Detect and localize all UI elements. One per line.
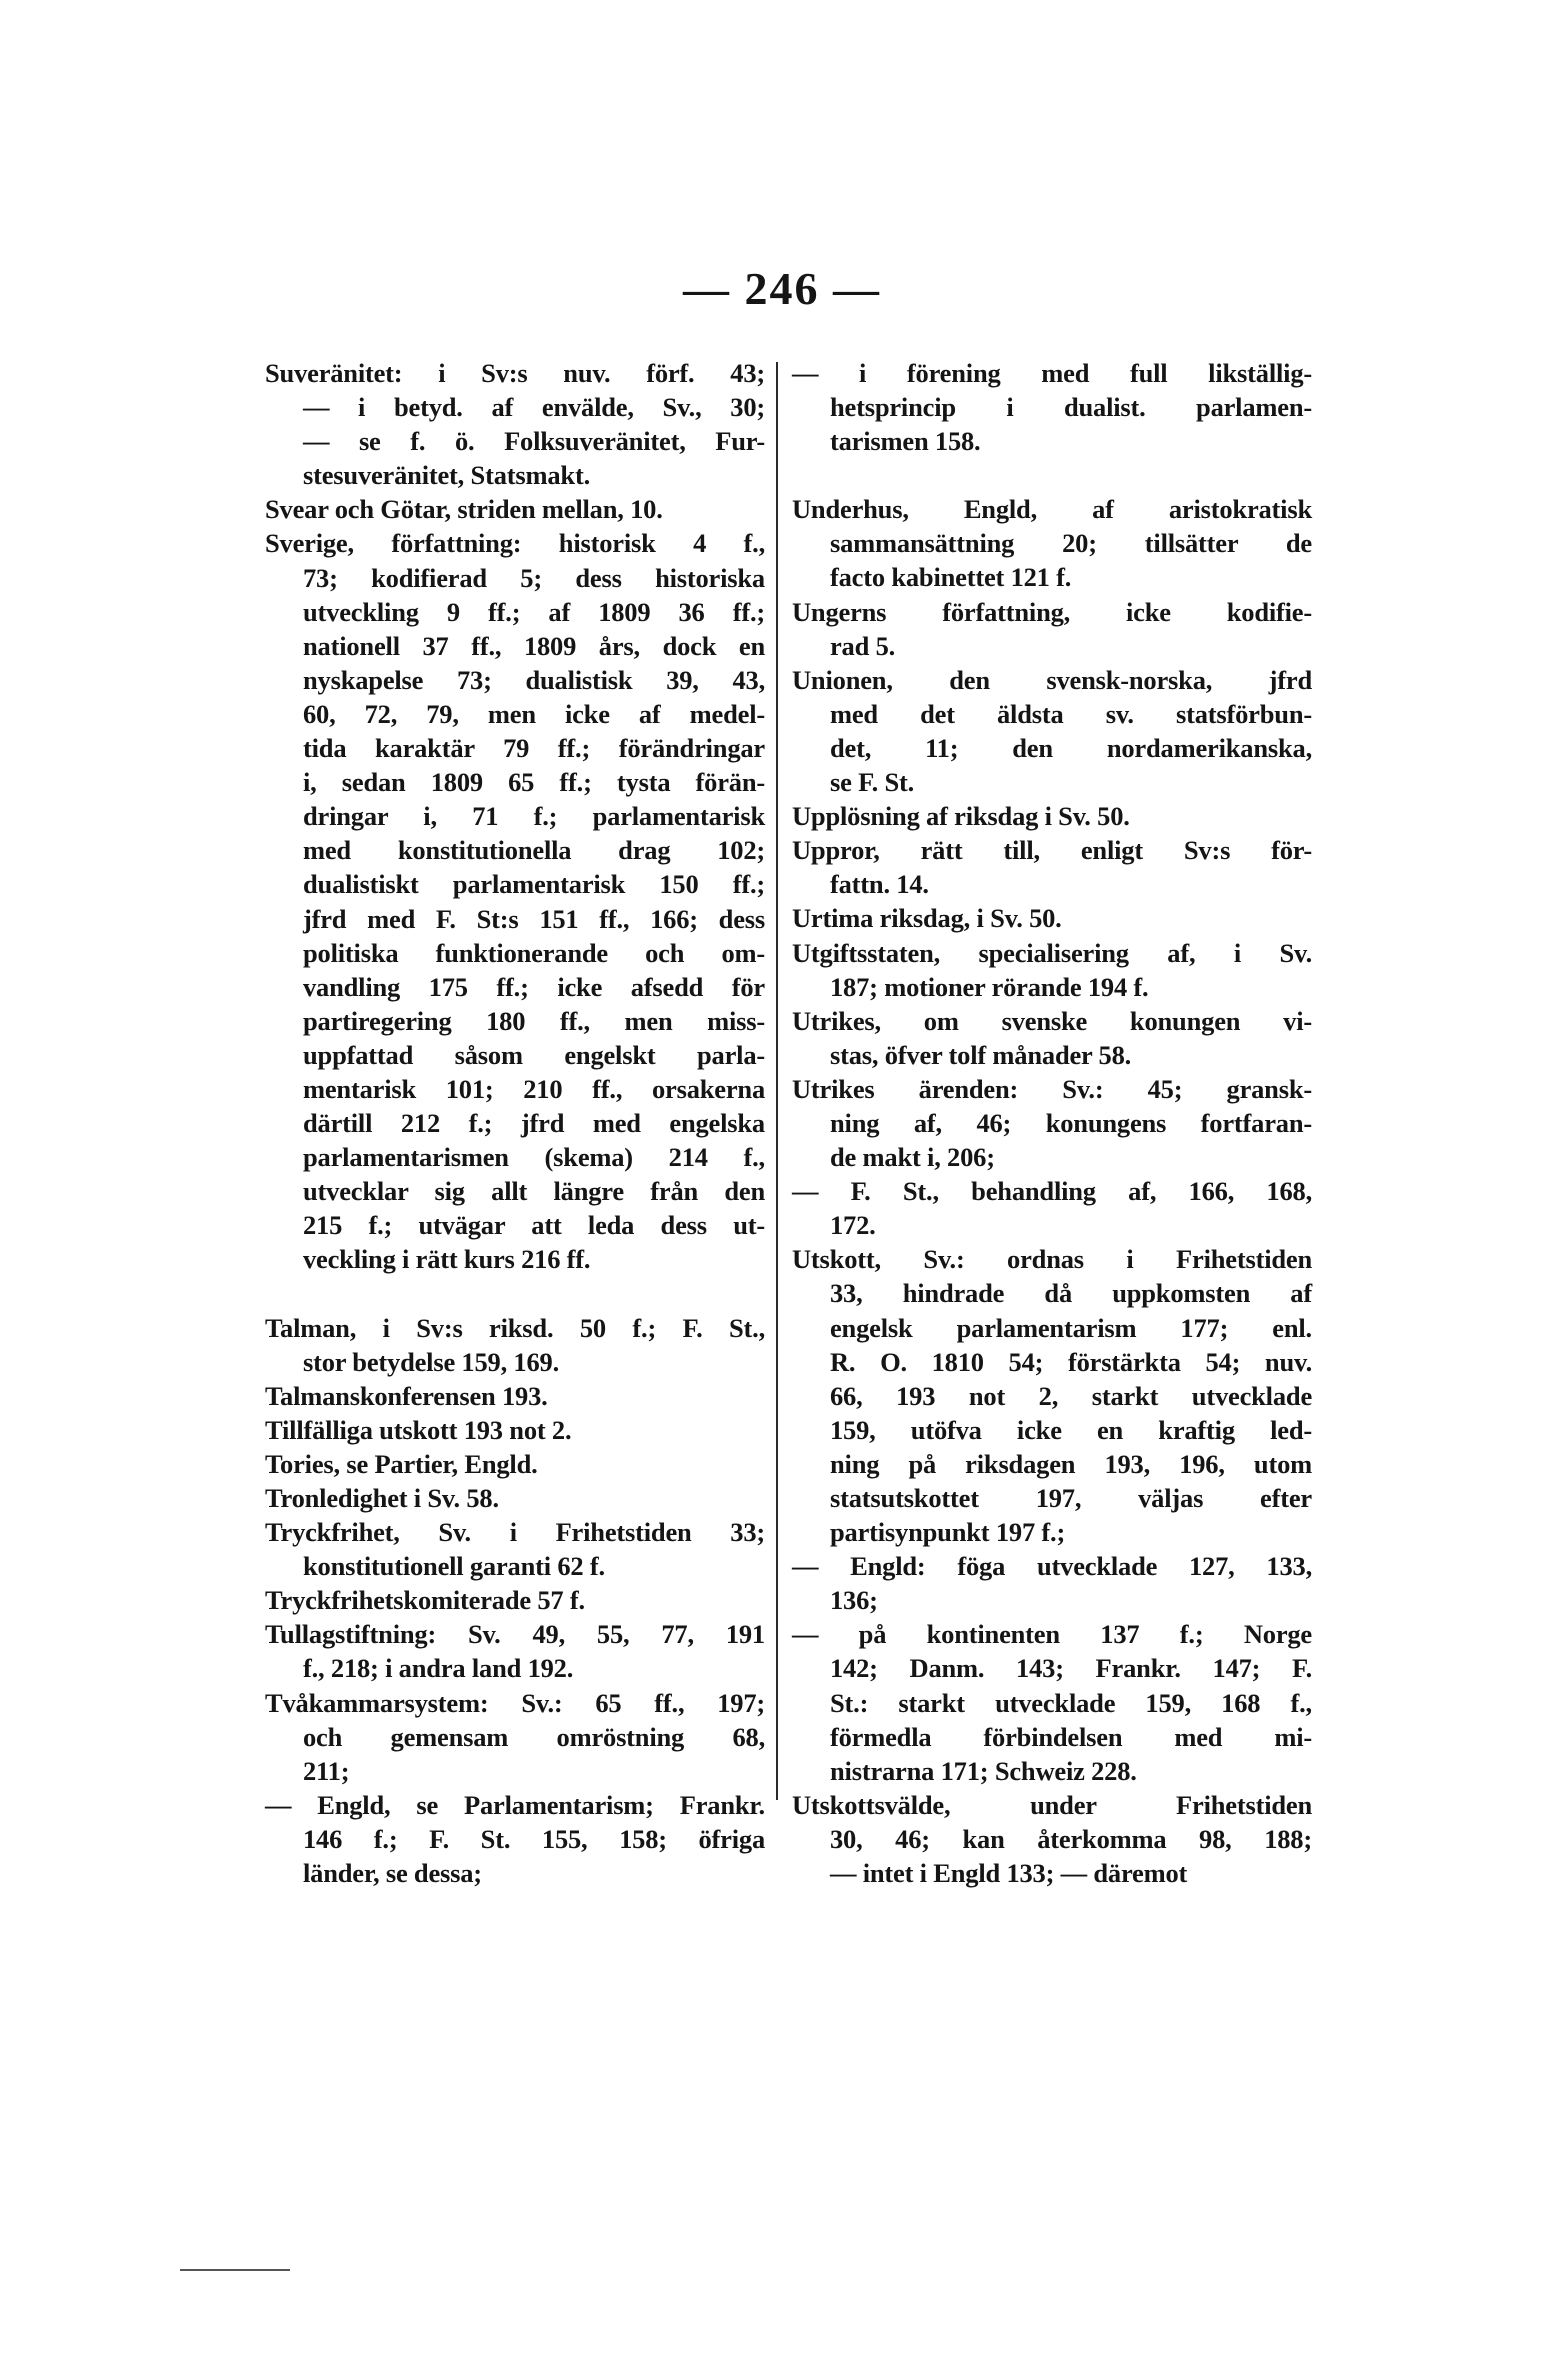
index-entry [265,526,765,1276]
entry-line: f., 218; i andra land 192. [303,1653,574,1684]
index-entry [792,663,1312,799]
entry-line: 73; kodifierad 5; dess historiska [303,562,765,593]
entry-line: 187; motioner rörande 194 f. [830,971,1149,1002]
index-entry [265,1788,765,1890]
entry-heading-line: Tillfälliga utskott 193 not 2. [265,1414,572,1445]
entry-line: förmedla förbindelsen med mi- [830,1721,1312,1752]
index-entry [792,901,1312,935]
entry-line: 146 f.; F. St. 155, 158; öfriga [303,1823,765,1854]
entry-heading-line: Urtima riksdag, i Sv. 50. [792,903,1062,934]
entry-line: med det äldsta sv. statsförbun- [830,698,1312,729]
entry-heading-line: Tronledighet i Sv. 58. [265,1483,499,1513]
entry-heading-line: Tories, se Partier, Engld. [265,1448,538,1479]
index-entry [792,492,1312,594]
entry-line: fattn. 14. [830,869,929,900]
entry-heading-line: Utskott, Sv.: ordnas i Frihetstiden [792,1244,1312,1275]
index-entry [792,595,1312,663]
footer-rule [180,2269,290,2271]
entry-gap [265,1277,765,1311]
index-entry [792,1072,1312,1174]
index-entry [265,1481,765,1515]
entry-line: 215 f.; utvägar att leda dess ut- [303,1210,765,1241]
entry-line: dringar i, 71 f.; parlamentarisk [303,801,765,832]
entry-heading-line: Underhus, Engld, af aristokratisk [792,494,1312,525]
index-entry [265,1515,765,1583]
column-divider [776,362,778,1800]
entry-line: veckling i rätt kurs 216 ff. [303,1244,591,1275]
entry-heading-line: Tryckfrihet, Sv. i Frihetstiden 33; [265,1517,765,1548]
entry-line: politiska funktionerande och om- [303,937,765,968]
entry-line: konstitutionell garanti 62 f. [303,1551,605,1582]
entry-line: — intet i Engld 133; — däremot [830,1858,1188,1889]
entry-heading-line: Utskottsvälde, under Frihetstiden [792,1789,1312,1820]
entry-line: 66, 193 not 2, starkt utvecklade [830,1380,1312,1411]
entry-heading-line: — Engld, se Parlamentarism; Frankr. [265,1789,765,1820]
entry-heading-line: Upplösning af riksdag i Sv. 50. [792,801,1130,832]
entry-heading-line: Utrikes, om svenske konungen vi- [792,1005,1312,1036]
entry-heading-line: Uppror, rätt till, enligt Sv:s för- [792,835,1312,866]
entry-line: stas, öfver tolf månader 58. [830,1039,1132,1070]
entry-line: utveckling 9 ff.; af 1809 36 ff.; [303,596,765,627]
index-entry [265,1379,765,1413]
entry-heading-line: Talman, i Sv:s riksd. 50 f.; F. St., [265,1312,765,1343]
index-entry [792,1788,1312,1890]
entry-line: utvecklar sig allt längre från den [303,1176,765,1207]
entry-line: stesuveränitet, Statsmakt. [303,460,590,491]
entry-line: i, sedan 1809 65 ff.; tysta förän- [303,767,765,798]
index-entry [265,1447,765,1481]
entry-line: R. O. 1810 54; förstärkta 54; nuv. [830,1346,1312,1377]
entry-line: nationell 37 ff., 1809 års, dock en [303,630,765,661]
entry-heading-line: Sverige, författning: historisk 4 f., [265,528,765,559]
entry-line: tida karaktär 79 ff.; förändringar [303,733,765,764]
index-entry [265,1617,765,1685]
index-entry [792,1617,1312,1787]
right-index-column [792,356,1312,1890]
entry-line: nyskapelse 73; dualistisk 39, 43, [303,664,765,695]
entry-heading-line: Tvåkammarsystem: Sv.: 65 ff., 197; [265,1687,765,1718]
entry-line: 33, hindrade då uppkomsten af [830,1278,1312,1309]
entry-line: statsutskottet 197, väljas efter [830,1483,1312,1513]
page-number: — 246 — [683,263,881,314]
entry-line: nistrarna 171; Schweiz 228. [830,1755,1137,1786]
entry-heading-line: Tryckfrihetskomiterade 57 f. [265,1585,585,1616]
index-entry [265,356,765,492]
left-index-column [265,356,765,1890]
index-entry [265,1686,765,1788]
entry-heading-line: Ungerns författning, icke kodifie- [792,596,1312,627]
entry-heading-line: Svear och Götar, striden mellan, 10. [265,494,663,525]
entry-heading-line: Talmanskonferensen 193. [265,1380,548,1411]
entry-line: partiregering 180 ff., men miss- [303,1005,765,1036]
entry-line: de makt i, 206; [830,1142,995,1173]
entry-heading-line: Suveränitet: i Sv:s nuv. förf. 43; [265,358,765,388]
entry-line: jfrd med F. St:s 151 ff., 166; dess [303,903,765,934]
entry-heading-line: — Engld: föga utvecklade 127, 133, [792,1551,1312,1582]
index-entry [792,1174,1312,1242]
entry-line: därtill 212 f.; jfrd med engelska [303,1108,765,1139]
index-entry [792,1242,1312,1549]
entry-line: — i betyd. af envälde, Sv., 30; [303,392,765,423]
entry-gap [792,458,1312,492]
entry-heading-line: — F. St., behandling af, 166, 168, [792,1176,1312,1207]
entry-line: sammansättning 20; tillsätter de [830,528,1312,559]
entry-line: engelsk parlamentarism 177; enl. [830,1312,1312,1343]
entry-line: dualistiskt parlamentarisk 150 ff.; [303,869,765,900]
index-entry [265,1583,765,1617]
index-entry [265,1413,765,1447]
entry-line: 136; [830,1585,878,1616]
entry-line: parlamentarismen (skema) 214 f., [303,1142,765,1173]
index-entry [265,1311,765,1379]
entry-line: 159, utöfva icke en kraftig led- [830,1414,1312,1445]
entry-line: 211; [303,1755,350,1786]
entry-heading-line: — på kontinenten 137 f.; Norge [792,1619,1312,1650]
entry-heading-line: — i förening med full likställig- [792,358,1312,388]
entry-line: — se f. ö. Folksuveränitet, Fur- [303,426,765,457]
entry-line: det, 11; den nordamerikanska, [830,732,1312,763]
entry-line: 142; Danm. 143; Frankr. 147; F. [830,1653,1312,1684]
entry-line: uppfattad såsom engelskt parla- [303,1039,765,1070]
entry-line: mentarisk 101; 210 ff., orsakerna [303,1073,765,1104]
entry-heading-line: Unionen, den svensk-norska, jfrd [792,664,1312,695]
index-entry [792,799,1312,833]
entry-heading-line: Tullagstiftning: Sv. 49, 55, 77, 191 [265,1619,765,1650]
entry-line: stor betydelse 159, 169. [303,1346,560,1377]
entry-line: ning af, 46; konungens fortfaran- [830,1107,1312,1138]
entry-line: ning på riksdagen 193, 196, utom [830,1448,1312,1479]
entry-line: och gemensam omröstning 68, [303,1721,765,1752]
entry-line: hetsprincip i dualist. parlamen- [830,392,1312,423]
entry-line: 30, 46; kan återkomma 98, 188; [830,1823,1312,1854]
entry-line: St.: starkt utvecklade 159, 168 f., [830,1687,1312,1718]
entry-line: rad 5. [830,630,896,661]
index-entry [792,936,1312,1004]
index-entry [265,492,765,526]
index-entry [792,1004,1312,1072]
entry-line: 172. [830,1210,876,1241]
index-entry [792,1549,1312,1617]
index-entry [792,356,1312,458]
entry-line: facto kabinettet 121 f. [830,562,1072,593]
entry-line: se F. St. [830,767,915,798]
entry-line: 60, 72, 79, men icke af medel- [303,698,765,729]
entry-heading-line: Utrikes ärenden: Sv.: 45; gransk- [792,1073,1312,1104]
entry-line: med konstitutionella drag 102; [303,835,765,866]
entry-heading-line: Utgiftsstaten, specialisering af, i Sv. [792,937,1312,968]
entry-line: länder, se dessa; [303,1858,482,1889]
entry-line: vandling 175 ff.; icke afsedd för [303,971,765,1002]
entry-line: partisynpunkt 197 f.; [830,1517,1066,1548]
index-entry [792,833,1312,901]
entry-line: tarismen 158. [830,426,981,457]
